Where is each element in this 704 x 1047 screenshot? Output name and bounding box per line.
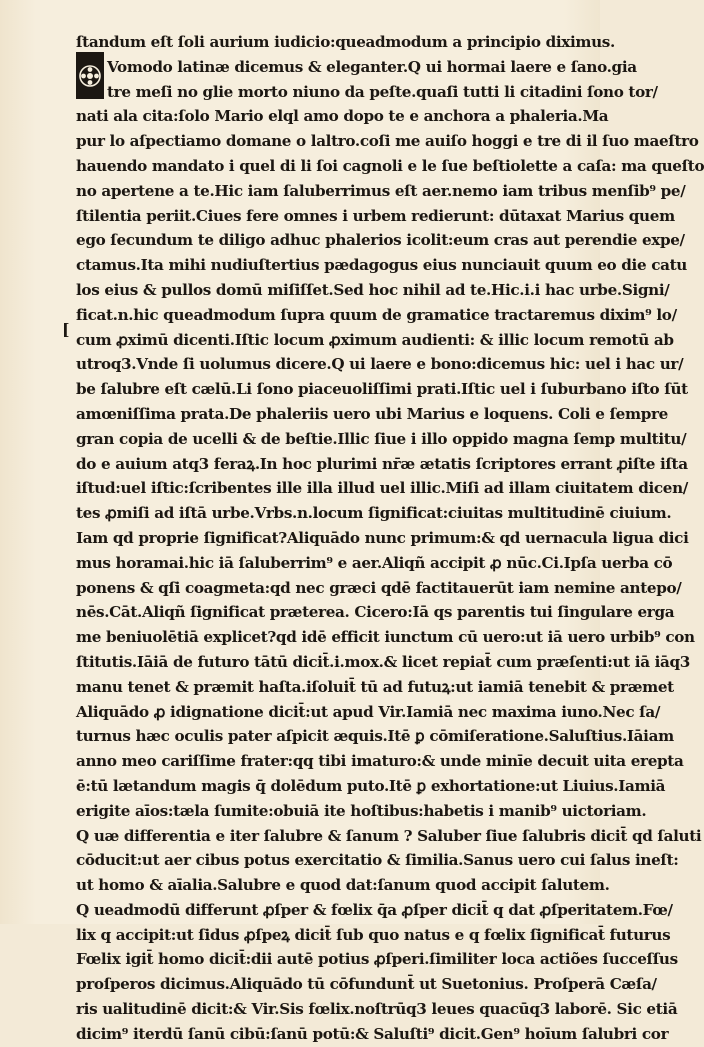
text-line: tre meſi no glie morto niuno da peſte.quaſi tutti li citadini ſono tor/ [107,82,658,101]
text-line: utroq3.Vnde ſi uolumus dicere.Q ui laere e bono:dicemus hic: uel i hac ur/ [76,355,684,374]
text-line: los eius & pullos domū miſiſſet.Sed hoc nihil ad te.Hic.i.i hac urbe.Signi/ [76,280,670,299]
text-line: ponens & qſi coagmeta:qd nec græci qdē factitauerūt iam nemine antepo/ [76,578,682,597]
text-line: proſperos dicimus.Aliquādo tū cōfundunt̄ ut Suetonius. Proſperā Cæſa/ [76,975,657,994]
text-line: ē:tū lætandum magis q̄ dolēdum puto.Itē ꝑ exhortatione:ut Liuius.Iamiā [76,776,666,795]
text-line: turnus hæc oculis pater aſpicit æquis.Itē ꝑ cōmiſeratione.Saluſtius.Iāiam [76,727,674,746]
text-line: Q uæ differentia e iter ſalubre & ſanum ? Saluber ſiue ſalubris dicit̄ qd ſaluti [76,826,702,845]
text-line: cum ꝓximū dicenti.Iſtic locum ꝓximum audienti: & illic locum remotū ab [76,330,674,349]
text-line: ris ualitudinē dicit:& Vir.Sis fœlix.noſtrūq3 leues quacūq3 laborē. Sic etiā [76,1000,678,1019]
text-line: do e auium atq3 feraꝝ.In hoc plurimi nr̄æ ætatis ſcriptores errant ꝓiſte iſta [76,454,688,473]
text-line: erigite aīos:tæla ſumite:obuiā ite hoſtibus:habetis i manib⁹ uictoriam. [76,801,647,820]
text-line: nati ala cita:ſolo Mario elql amo dopo te e anchora a phaleria.Ma [76,107,609,126]
text-line: cōducit:ut aer cibus potus exercitatio & ſimilia.Sanus uero cui ſalus ineſt: [76,851,679,870]
text-line: Q ueadmodū differunt ꝓſper & fœlix q̄a ꝓſper dicit̄ q dat ꝓſperitatem.Fœ/ [76,900,673,919]
text-line: hauendo mandato i quel di li ſoi cagnoli e le ſue beſtiolette a caſa: ma queſto [76,156,704,175]
text-line: be ſalubre eſt cælū.Li ſono piaceuoliſſimi prati.Iſtic uel i ſuburbano iſto ſūt [76,380,688,399]
text-line: ctamus.Ita mihi nudiuſtertius pædagogus eius nunciauit quum eo die catu [76,256,687,275]
margin-bracket-mark: [ [62,320,70,339]
text-line: ut homo & aīalia.Salubre e quod dat:ſanum quod accipit ſalutem. [76,876,610,895]
text-line: Fœlix igit̄ homo dicit̄:dii autē potius ꝓſperi.ſimiliter loca actiões ſucceſſus [76,950,678,969]
text-line: mus horamai.hic iā ſaluberrim⁹ e aer.Aliqñ accipit ꝓ nūc.Ci.Ipſa uerba cō [76,553,673,572]
text-line: manu tenet & præmit haſta.iſoluit̄ tū ad futuꝝ:ut iamiā tenebit & præmet [76,677,674,696]
text-line: Aliquādo ꝓ idignatione dicit̄:ut apud Vir.Iamiā nec maxima iuno.Nec ſa/ [76,702,661,721]
text-line: amœniſſima prata.De phaleriis uero ubi Marius e loquens. Coli e ſempre [76,404,668,423]
text-line: nēs.Cāt.Aliqñ ſignificat præterea. Cicero:Iā qs parentis tui ſingulare erga [76,603,675,622]
text-line: pur lo aſpectiamo domane o laltro.coſi me auiſo hoggi e tre di il ſuo maeſtro [76,132,699,151]
text-line: me beniuolētiā explicet?qd idē efficit iunctum cū uero:ut iā uero urbib⁹ con [76,628,695,647]
text-line: ego ſecundum te diligo adhuc phalerios icolit:eum cras aut perendie expe/ [76,231,685,250]
text-line: ſtilentia periit.Ciues fere omnes i urbem redierunt: dūtaxat Marius quem [76,206,675,225]
text-line: ſtandum eſt ſoli aurium iudicio:queadmodum a principio diximus. [76,33,615,51]
text-line: Iam qd proprie ſignificat?Aliquādo nunc primum:& qd uernacula ligua dici [76,528,689,547]
text-line: tes ꝓmiſi ad iſtā urbe.Vrbs.n.locum ſignificat:ciuitas multitudinē ciuium. [76,504,672,523]
text-line: anno meo cariſſime frater:qq tibi imaturo:& unde minīe decuit uita erepta [76,752,684,771]
text-line: Vomodo latinæ dicemus & eleganter.Q ui hormai laere e ſano.gia [107,57,637,76]
text-line: lix q accipit:ut ſidus ꝓſpeꝝ dicit̄ ſub quo natus e q fœlix ſignificat̄ futurus [76,925,671,944]
text-line: iſtud:uel iſtic:ſcribentes ille illa illud uel illic.Miſi ad illam ciuitatem dicen/ [76,479,688,498]
text-line: gran copia de ucelli & de beſtie.Illic ſiue i illo oppido magna ſemp multitu/ [76,429,687,448]
text-line: no apertene a te.Hic iam ſaluberrimus eſt aer.nemo iam tribus menſib⁹ pe/ [76,181,686,200]
text-line: dicim⁹ iterdū ſanū cibū:ſanū potū:& Saluſti⁹ dicit.Gen⁹ hoīum ſalubri cor [76,1024,669,1043]
text-line: ſtitutis.Iāiā de futuro tātū dicit̄.i.mox.& licet repiat̄ cum præſenti:ut iā iāq3 [76,652,691,671]
text-line: ficat.n.hic queadmodum ſupra quum de gramatice tractaremus dixim⁹ lo/ [76,305,677,324]
text-block [76,30,704,1047]
